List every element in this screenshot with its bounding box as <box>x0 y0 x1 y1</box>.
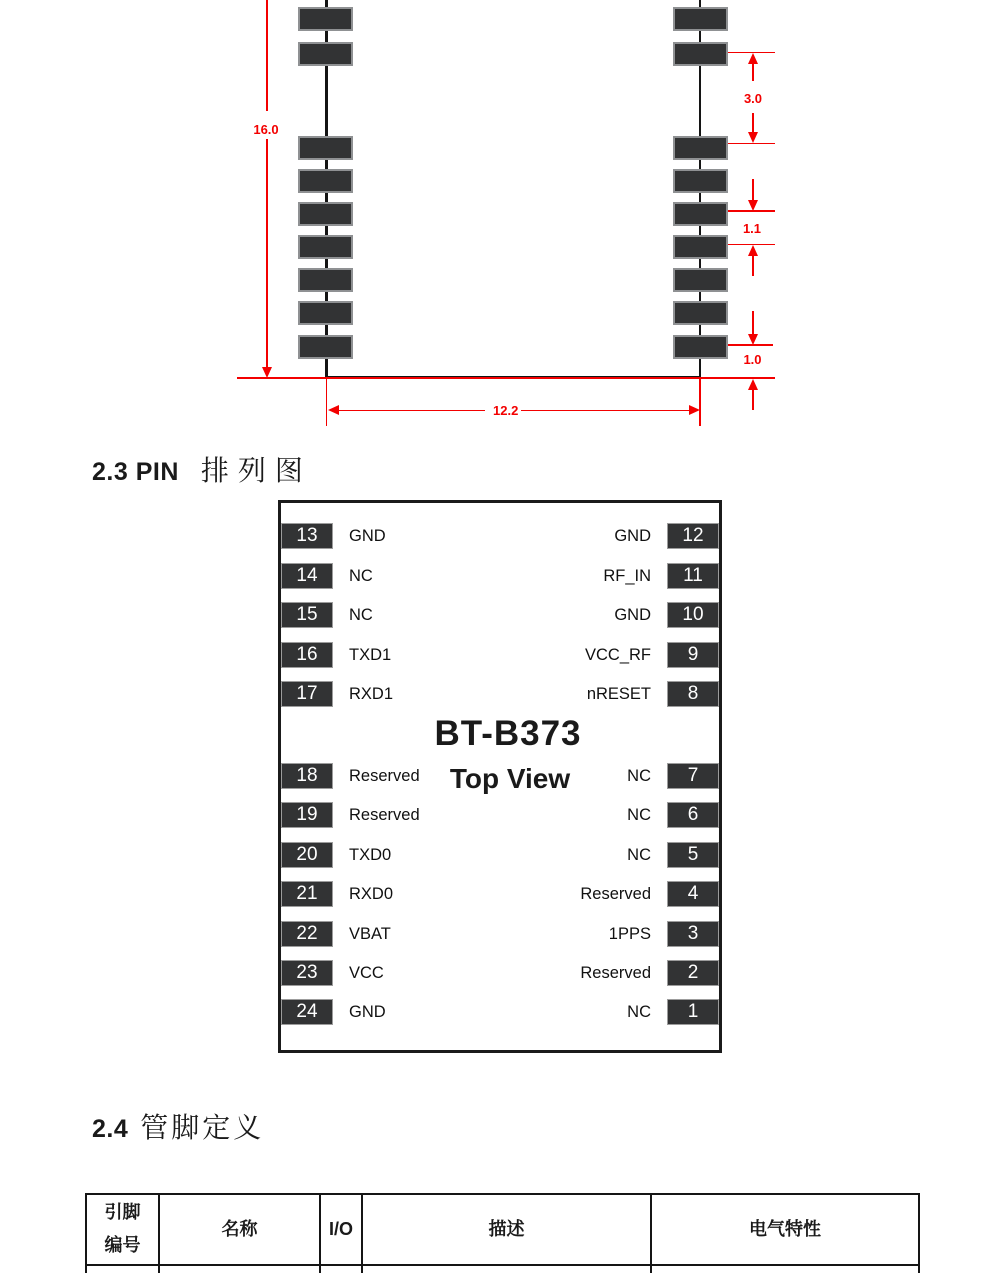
dim-gap-line-bottom <box>728 143 775 145</box>
pin-number-box: 4 <box>667 881 719 907</box>
solder-pad-right <box>673 202 728 226</box>
pin-label: NC <box>349 606 373 625</box>
pin-label: NC <box>627 806 651 825</box>
pin-row-11 <box>281 563 719 589</box>
dimension-baseline <box>237 377 775 379</box>
pin-row-1 <box>281 999 719 1025</box>
dim-pitch-arrow-up-icon <box>748 245 758 256</box>
chip-title: BT-B373 <box>434 714 582 753</box>
pin-number-box: 11 <box>667 563 719 589</box>
pin-number-box: 22 <box>281 921 333 947</box>
dim-height-line-lower <box>266 139 268 367</box>
pin-number-box: 6 <box>667 802 719 828</box>
dim-edge-label: 1.0 <box>732 353 774 366</box>
dim-width-label: 12.2 <box>485 404 527 417</box>
pin-row-5 <box>281 842 719 868</box>
pin-label: GND <box>614 527 651 545</box>
pin-number-box: 18 <box>281 763 333 789</box>
cell-name <box>159 1265 320 1273</box>
pin-label: NC <box>349 566 373 585</box>
pin-number-box: 14 <box>281 563 333 589</box>
dim-height-arrow-down-icon <box>262 367 272 378</box>
header-cell-pin-number: 引脚 编号 <box>86 1194 159 1265</box>
pin-label: TXD1 <box>349 645 392 664</box>
pin-number-box: 1 <box>667 999 719 1025</box>
pin-label: RXD0 <box>349 885 394 904</box>
pin-number-box: 9 <box>667 642 719 668</box>
dim-width-arrow-right-icon <box>689 405 700 415</box>
pin-label: VBAT <box>349 924 391 943</box>
pin-number-box: 20 <box>281 842 333 868</box>
solder-pad-right <box>673 235 728 259</box>
pin-number-box: 15 <box>281 602 333 628</box>
pin-label: Reserved <box>580 885 651 904</box>
pin-number-box: 17 <box>281 681 333 707</box>
pin-row-6 <box>281 802 719 828</box>
pin-number-box: 21 <box>281 881 333 907</box>
pin-row-8 <box>281 681 719 707</box>
pin-row-4 <box>281 881 719 907</box>
pin-number-box: 23 <box>281 960 333 986</box>
solder-pad-right <box>673 7 728 31</box>
header-cell-name: 名称 <box>159 1194 320 1265</box>
pin-row-10 <box>281 602 719 628</box>
pin-number-box: 2 <box>667 960 719 986</box>
dim-pitch-stem-top <box>752 179 754 200</box>
dim-gap-label: 3.0 <box>732 92 774 105</box>
pin-diagram-box <box>278 500 722 1053</box>
solder-pad-left <box>298 169 353 193</box>
pin-definition-table <box>85 1193 920 1273</box>
pin-label: 1PPS <box>608 924 651 943</box>
solder-pad-right <box>673 42 728 66</box>
pin-label: NC <box>627 1003 651 1022</box>
table-header-row <box>86 1194 919 1265</box>
pin-label: GND <box>349 527 386 545</box>
pin-label: VCC <box>349 964 384 982</box>
pin-label: Reserved <box>580 964 651 982</box>
dim-gap-stem-bottom <box>752 113 754 133</box>
section-number: 2.3 PIN <box>92 458 179 486</box>
pin-number-box: 19 <box>281 802 333 828</box>
section-heading-pin-definition <box>92 1112 264 1150</box>
pin-label: RXD1 <box>349 685 394 704</box>
dim-pitch-stem-bottom <box>752 255 754 276</box>
pin-number-box: 12 <box>667 523 719 549</box>
solder-pad-right <box>673 301 728 325</box>
pin-number-box: 24 <box>281 999 333 1025</box>
pin-number-box: 13 <box>281 523 333 549</box>
pin-label: NC <box>627 845 651 864</box>
pin-label: GND <box>614 606 651 625</box>
mech-drawing <box>0 0 1000 440</box>
section-title-zh: 管脚定义 <box>140 1113 265 1144</box>
dim-gap-arrow-down-icon <box>748 132 758 143</box>
solder-pad-left <box>298 202 353 226</box>
solder-pad-left <box>298 136 353 160</box>
dim-pitch-line-top <box>728 210 775 212</box>
pin-label: NC <box>627 767 651 785</box>
solder-pad-left <box>298 335 353 359</box>
cell-electrical <box>651 1265 919 1273</box>
solder-pad-left <box>298 268 353 292</box>
pin-row-9 <box>281 642 719 668</box>
solder-pad-left <box>298 235 353 259</box>
dim-width-line-right <box>521 410 691 412</box>
table-row <box>86 1265 919 1273</box>
dim-edge-stem-top <box>752 311 754 334</box>
dim-width-ext-left <box>326 378 328 426</box>
pin-label: Reserved <box>349 767 420 785</box>
solder-pad-left <box>298 301 353 325</box>
header-cell-io: I/O <box>320 1194 362 1265</box>
dim-width-ext-right <box>699 378 701 426</box>
chip-subtitle: Top View <box>449 763 571 794</box>
solder-pad-right <box>673 169 728 193</box>
solder-pad-left <box>298 7 353 31</box>
solder-pad-left <box>298 42 353 66</box>
solder-pad-right <box>673 268 728 292</box>
dim-gap-stem-top <box>752 64 754 81</box>
dim-width-line-left <box>336 410 490 412</box>
header-cell-description: 描述 <box>362 1194 651 1265</box>
pin-label: GND <box>349 1003 386 1022</box>
pin-number-box: 10 <box>667 602 719 628</box>
cell-pin-number <box>86 1265 159 1273</box>
pin-number-box: 7 <box>667 763 719 789</box>
pin-number-box: 16 <box>281 642 333 668</box>
pin-row-12 <box>281 523 719 549</box>
pin-number-box: 3 <box>667 921 719 947</box>
pin-row-3 <box>281 921 719 947</box>
cell-io <box>320 1265 362 1273</box>
pin-label: nRESET <box>586 685 651 704</box>
pin-row-2 <box>281 960 719 986</box>
dim-edge-arrow-down-icon <box>748 334 758 345</box>
header-cell-electrical: 电气特性 <box>651 1194 919 1265</box>
solder-pad-right <box>673 335 728 359</box>
dim-height-label: 16.0 <box>245 123 287 136</box>
solder-pad-right <box>673 136 728 160</box>
section-heading-pin-layout <box>92 455 312 493</box>
dim-edge-line-top <box>728 344 773 346</box>
dim-pitch-label: 1.1 <box>731 222 773 235</box>
pin-label: VCC_RF <box>584 645 651 664</box>
pin-number-box: 5 <box>667 842 719 868</box>
pin-number-box: 8 <box>667 681 719 707</box>
pin-label: TXD0 <box>349 845 392 864</box>
dim-edge-stem-bottom <box>752 389 754 410</box>
dim-pitch-arrow-down-icon <box>748 200 758 211</box>
pin-label: Reserved <box>349 806 420 825</box>
cell-description <box>362 1265 651 1273</box>
pin-label: RF_IN <box>603 566 651 585</box>
dim-edge-arrow-up-icon <box>748 379 758 390</box>
section-title-zh: 排列图 <box>200 456 312 487</box>
dim-height-line-upper <box>266 0 268 111</box>
section-number: 2.4 <box>92 1115 129 1143</box>
dim-gap-arrow-up-icon <box>748 53 758 64</box>
